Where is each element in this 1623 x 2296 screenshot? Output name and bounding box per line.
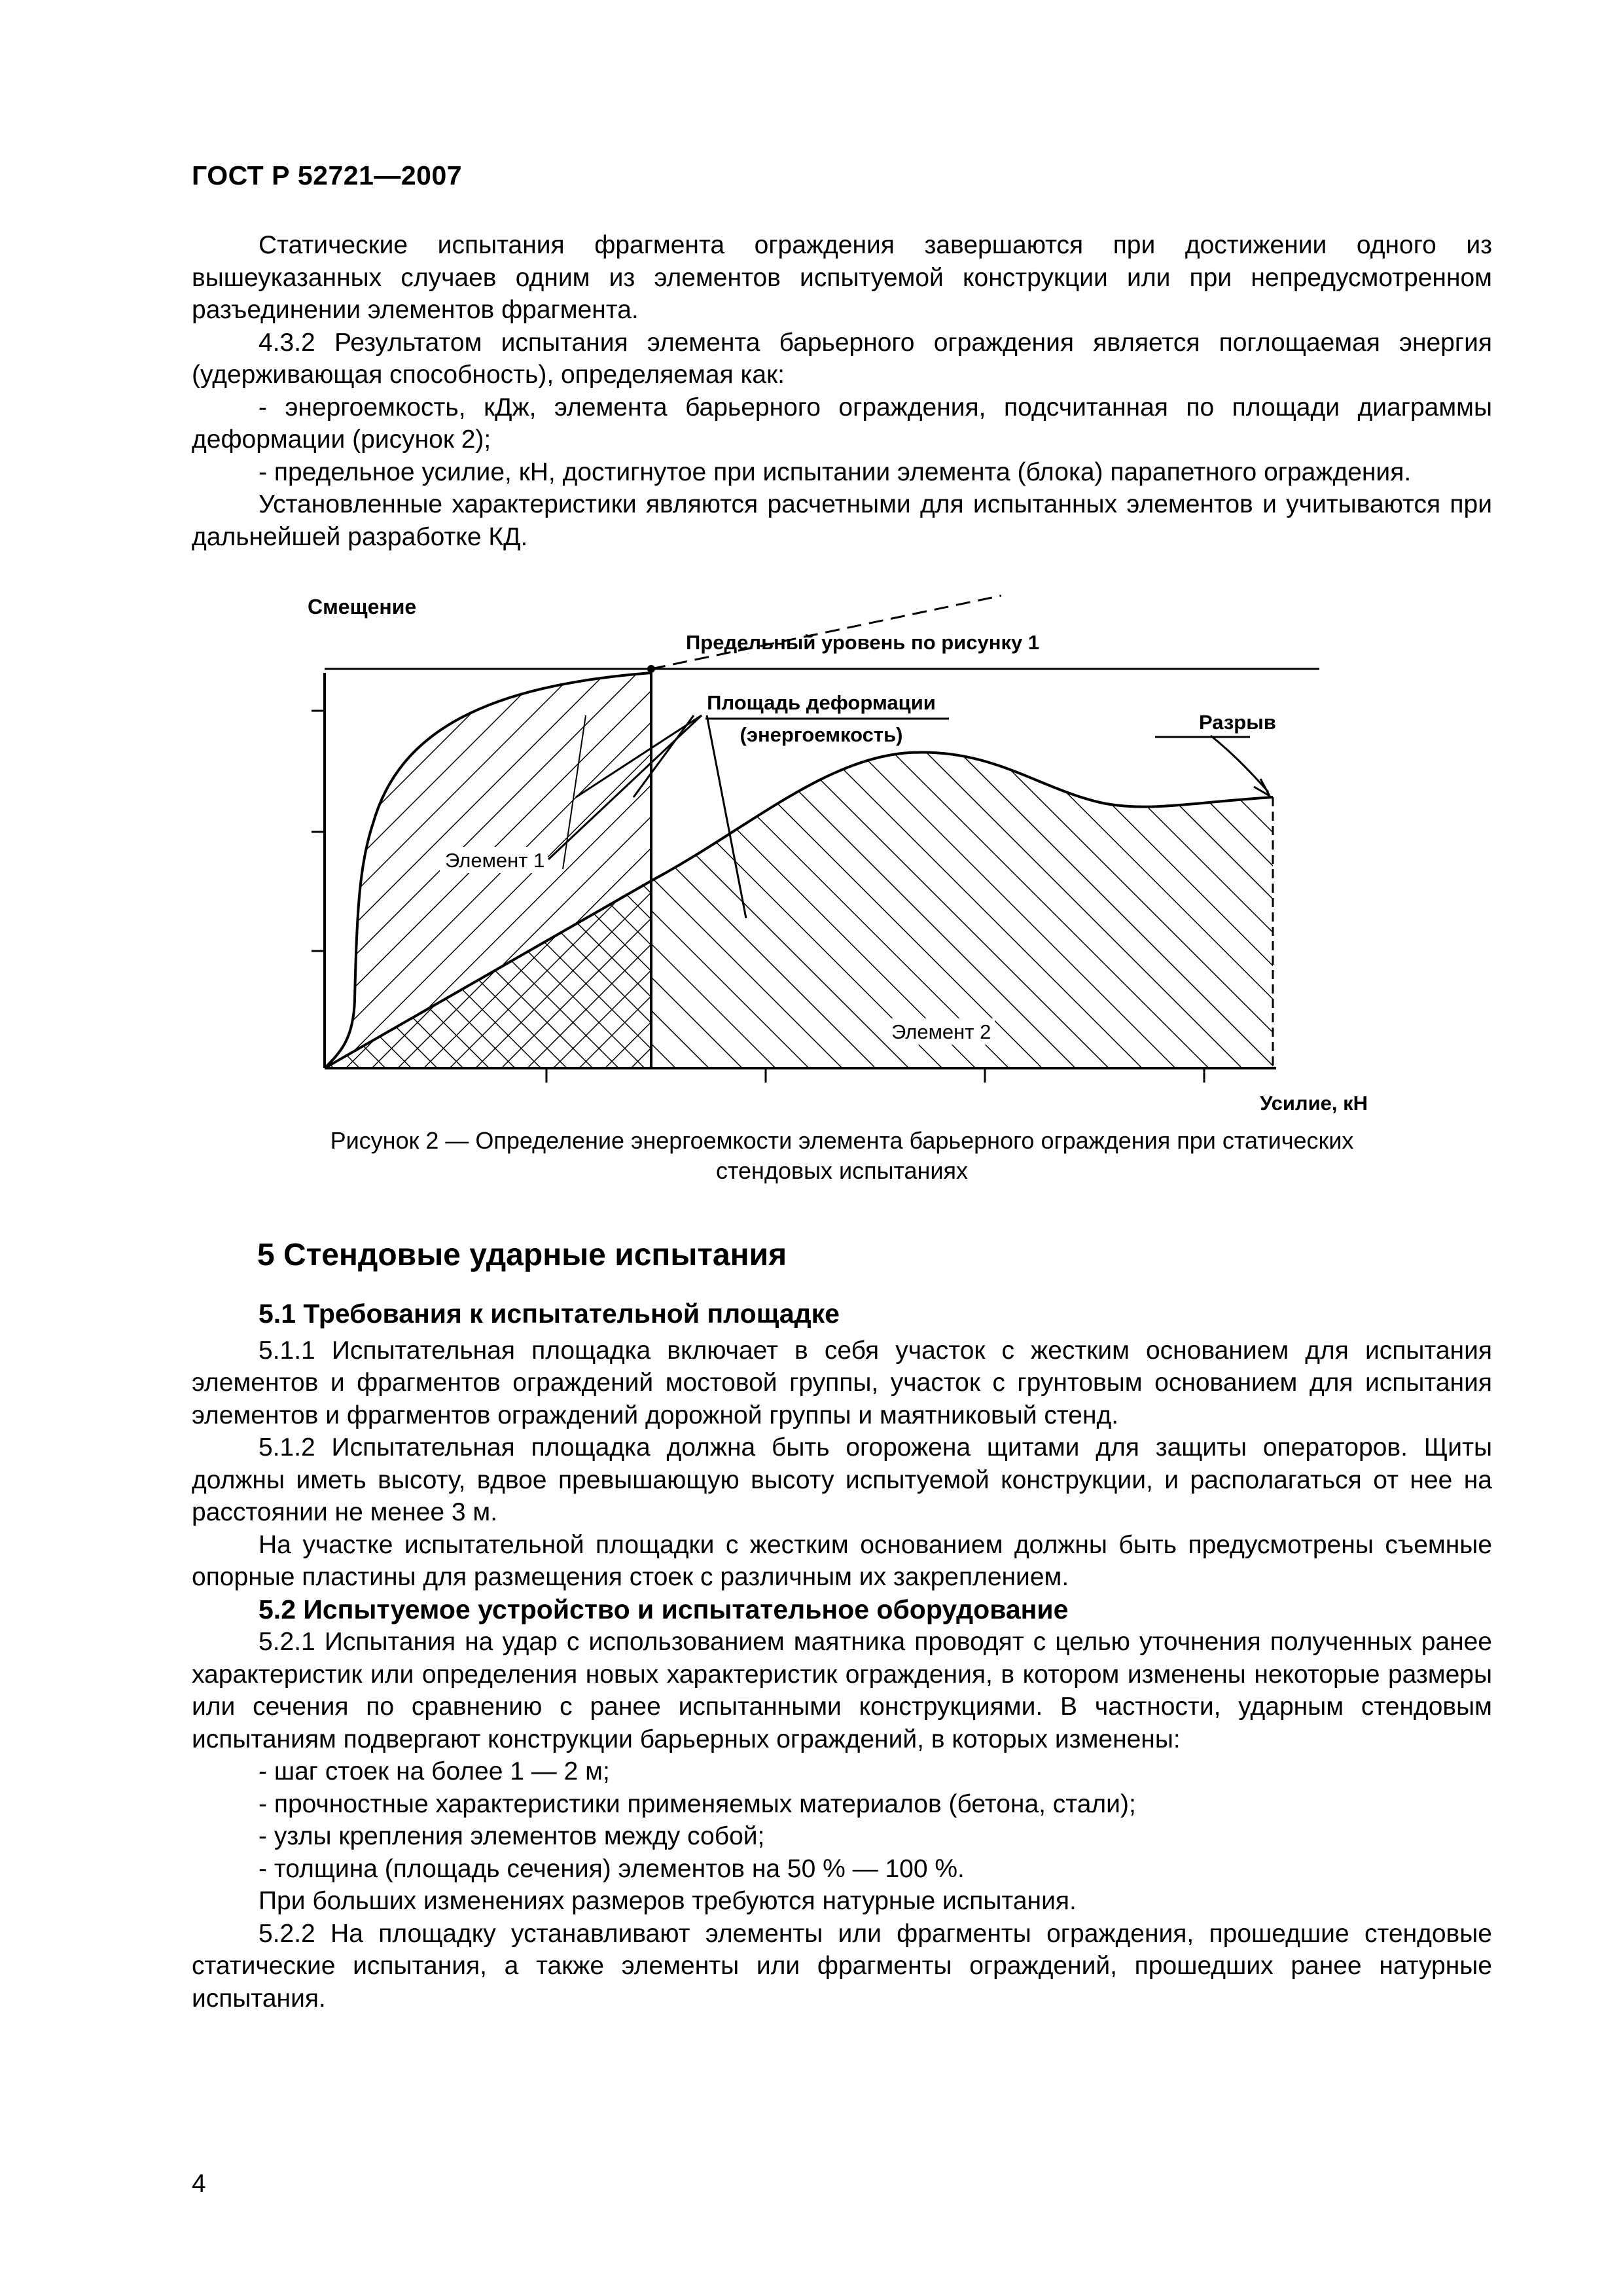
element-2-label: Элемент 2: [891, 1020, 991, 1043]
figure-2-diagram: [288, 581, 1400, 1128]
list-item: - узлы крепления элементов между собой;: [259, 1822, 765, 1850]
paragraph: 5.2.1 Испытания на удар с использованием маятника проводят с целью уточнения полученных ранее характеристик или определения новых характеристик ограждения, в котором изменены некоторые размеры или сечения по сравнению с ранее испытанными конструкциями. В частности, ударным стендовым испытаниям подвергают конструкции барьерных ограждений, в которых изменены:: [192, 1628, 1492, 1753]
paragraph: 5.2.2 На площадку устанавливают элементы или фрагменты ограждения, прошедшие стендовые статические испытания, а также элементы или фрагменты ограждений, прошедших ранее натурные испытания.: [192, 1919, 1492, 2013]
document-code: ГОСТ Р 52721—2007: [192, 160, 463, 190]
page-number: 4: [192, 2170, 206, 2198]
y-axis-label: Смещение: [308, 595, 417, 619]
limit-level-label: Предельный уровень по рисунку 1: [686, 631, 1040, 654]
intro-text-block: [192, 229, 1492, 553]
section-5-text: [192, 1298, 1492, 2015]
x-axis-label: Усилие, кН: [1260, 1092, 1368, 1115]
paragraph: - энергоемкость, кДж, элемента барьерного ограждения, подсчитанная по площади диаграммы деформации (рисунок 2);: [192, 393, 1492, 454]
subsection-heading: 5.1 Требования к испытательной площадке: [259, 1299, 840, 1329]
section-5-heading: 5 Стендовые ударные испытания: [257, 1238, 787, 1272]
paragraph: 5.1.1 Испытательная площадка включает в себя участок с жестким основанием для испытания элементов и фрагментов ограждений мостовой группы, участок с грунтовым основанием для испытания элементов и фрагментов ограждений дорожной группы и маятниковый стенд.: [192, 1336, 1492, 1429]
paragraph: - предельное усилие, кН, достигнутое при испытании элемента (блока) парапетного ограждения.: [259, 457, 1412, 486]
subsection-heading: 5.2 Испытуемое устройство и испытательное оборудование: [259, 1594, 1069, 1624]
paragraph: На участке испытательной площадки с жестким основанием должны быть предусмотрены съемные опорные пластины для размещения стоек с различным их закреплением.: [192, 1530, 1492, 1591]
paragraph: 4.3.2 Результатом испытания элемента барьерного ограждения является поглощаемая энергия (удерживающая способность), определяемая как:: [192, 328, 1492, 389]
paragraph: 5.1.2 Испытательная площадка должна быть огорожена щитами для защиты операторов. Щиты должны иметь высоту, вдвое превышающую высоту испытуемой конструкции, и располагаться от нее на расстоянии не менее 3 м.: [192, 1433, 1492, 1526]
list-item: - толщина (площадь сечения) элементов на 50 % — 100 %.: [259, 1854, 965, 1883]
paragraph: Установленные характеристики являются расчетными для испытанных элементов и учитываются при дальнейшей разработке КД.: [192, 490, 1492, 551]
area-label-line2: (энергоемкость): [740, 723, 903, 746]
break-label: Разрыв: [1199, 711, 1276, 734]
paragraph: При больших изменениях размеров требуются натурные испытания.: [259, 1887, 1077, 1915]
list-item: - шаг стоек на более 1 — 2 м;: [259, 1757, 610, 1785]
caption-line-2: стендовых испытаниях: [715, 1157, 969, 1184]
paragraph: Статические испытания фрагмента ограждения завершаются при достижении одного из вышеуказанных случаев одним из элементов испытуемой конструкции или при непредусмотренном разъединении элементов фрагмента.: [192, 231, 1492, 324]
caption-line-1: Рисунок 2 — Определение энергоемкости элемента барьерного ограждения при статических: [330, 1127, 1354, 1154]
list-item: - прочностные характеристики применяемых материалов (бетона, стали);: [259, 1789, 1136, 1818]
figure-caption: [192, 1126, 1492, 1186]
area-label-line1: Площадь деформации: [707, 691, 936, 714]
element-1-label: Элемент 1: [445, 849, 545, 872]
